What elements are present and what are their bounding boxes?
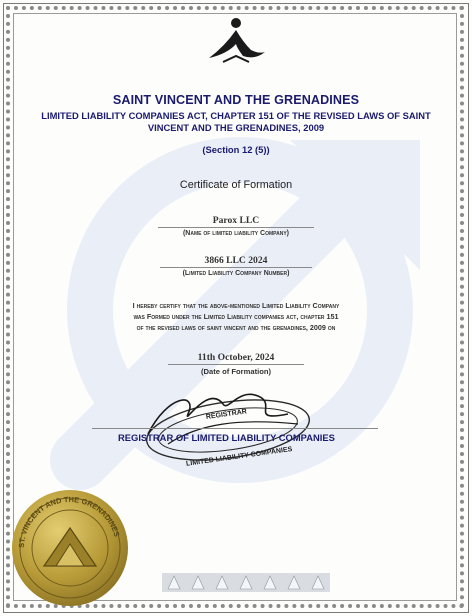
certify-line-2: was Formed under the Limited Liability companies act, chapter 151 [133, 312, 339, 321]
certify-line-3: of the revised laws of saint vincent and the grenadines, 2009 on [136, 323, 336, 332]
hologram-security-strip [162, 573, 330, 592]
certificate-title: Certificate of Formation [179, 179, 293, 191]
company-number: 3866 LLC 2024 [204, 255, 268, 266]
stamp-top-text: REGISTRAR [205, 408, 248, 422]
seal-ring-text: ST. VINCENT AND THE GRENADINES [16, 494, 122, 549]
formation-date: 11th October, 2024 [197, 352, 275, 363]
country-heading: SAINT VINCENT AND THE GRENADINES [112, 93, 360, 107]
company-number-underline [160, 267, 312, 268]
certification-statement [20, 300, 452, 333]
gold-seal-emblem [10, 488, 130, 608]
registrar-signature-stamp [128, 374, 328, 470]
company-name-caption: (Name of limited liability Company) [182, 230, 290, 237]
stamp-bottom-text: LIMITED LIABILITY COMPANIES [185, 445, 293, 468]
company-name: Parox LLC [212, 215, 260, 226]
registrar-signature-line [92, 428, 378, 429]
registrar-title: REGISTRAR OF LIMITED LIABILITY COMPANIES [118, 432, 335, 443]
certify-line-1: I hereby certify that the above-mentioned Limited Liability Company [132, 301, 340, 310]
formation-date-caption: (Date of Formation) [200, 367, 272, 376]
act-line-1: LIMITED LIABILITY COMPANIES ACT, CHAPTER 151 OF THE REVISED LAWS OF SAINT [41, 110, 431, 121]
act-heading [20, 110, 452, 134]
company-number-caption: (Limited Liability Company Number) [182, 270, 290, 277]
coat-of-arms-logo [203, 16, 269, 66]
company-name-underline [158, 227, 314, 228]
act-line-2: VINCENT AND THE GRENADINES, 2009 [147, 122, 325, 133]
section-reference: (Section 12 (5)) [202, 144, 270, 155]
formation-date-underline [168, 364, 304, 365]
